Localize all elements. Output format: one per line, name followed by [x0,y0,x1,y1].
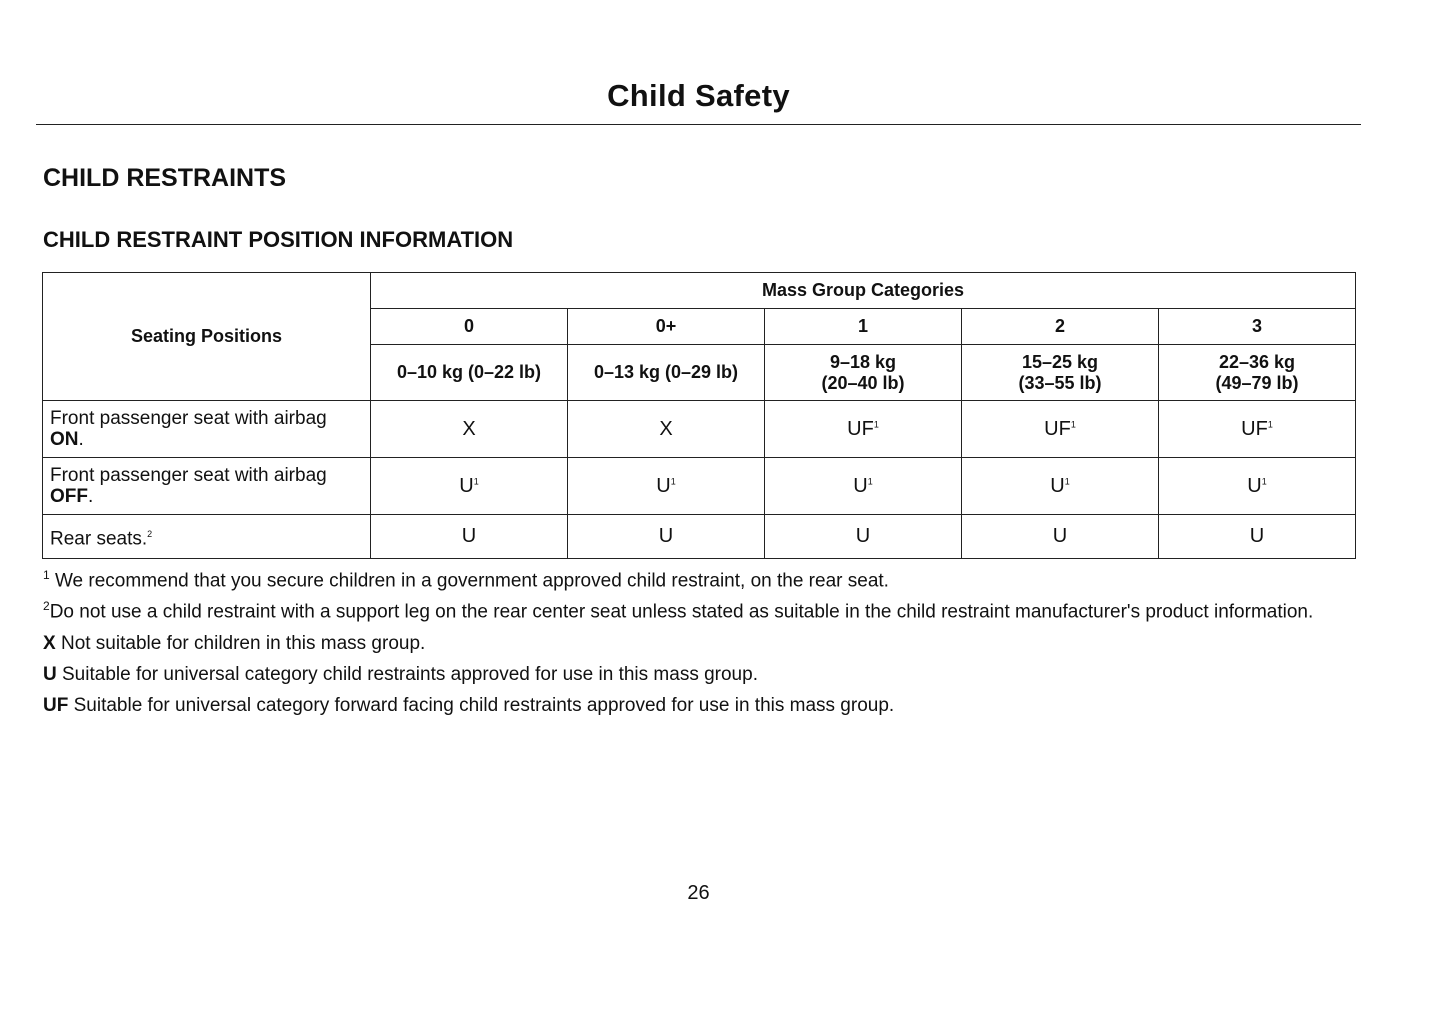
table-cell: $U^1$ [1159,458,1356,515]
group-header: 2 [962,309,1159,345]
table-cell: U [962,515,1159,559]
table-cell: $UF^1$ [962,401,1159,458]
table-cell: U [371,515,568,559]
table-row [43,458,1356,515]
weight-header: 9–18 kg (20–40 lb) [765,345,962,401]
table-cell: $UF^1$ [1159,401,1356,458]
weight-header: 0–10 kg (0–22 lb) [371,345,568,401]
table-cell: $U^1$ [568,458,765,515]
section-subheading: CHILD RESTRAINT POSITION INFORMATION [43,227,514,252]
weight-header: 22–36 kg (49–79 lb) [1159,345,1356,401]
table-cell: X [568,401,765,458]
table-row [43,515,1356,559]
legend-item: U Suitable for universal category child restraints approved for use in this mass group. [43,663,758,685]
header-divider [36,124,1361,125]
restraint-position-table [42,272,1356,559]
section-heading: CHILD RESTRAINTS [43,164,287,192]
table-row [43,401,1356,458]
table-cell: $U^1$ [962,458,1159,515]
row-label: Front passenger seat with airbag OFF. [43,458,371,515]
group-header: 3 [1159,309,1356,345]
table-cell: $U^1$ [371,458,568,515]
group-header: 0 [371,309,568,345]
table-cell: U [1159,515,1356,559]
table-cell: X [371,401,568,458]
mass-group-header: Mass Group Categories [371,273,1356,309]
page-number: 26 [687,882,710,904]
weight-header: 15–25 kg (33–55 lb) [962,345,1159,401]
table-cell: U [765,515,962,559]
page-title: Child Safety [607,78,790,113]
weight-header: 0–13 kg (0–29 lb) [568,345,765,401]
table-cell: $UF^1$ [765,401,962,458]
group-header: 1 [765,309,962,345]
seating-positions-header: Seating Positions [43,273,371,401]
table-cell: U [568,515,765,559]
table-cell: $U^1$ [765,458,962,515]
legend-item: UF Suitable for universal category forward facing child restraints approved for use in this mass group. [43,694,895,716]
legend-item: X Not suitable for children in this mass group. [43,632,426,654]
footnote: $^2$Do not use a child restraint with a support leg on the rear center seat unless stated as suitable in the child restraint manufacturer's product information. [43,599,1314,623]
footnote: $^1$ We recommend that you secure children in a government approved child restraint, on the rear seat. [43,568,889,592]
row-label: Front passenger seat with airbag ON. [43,401,371,458]
row-label: Rear seats.$^2$ [43,515,371,559]
footnotes [43,565,1353,726]
group-header: 0+ [568,309,765,345]
